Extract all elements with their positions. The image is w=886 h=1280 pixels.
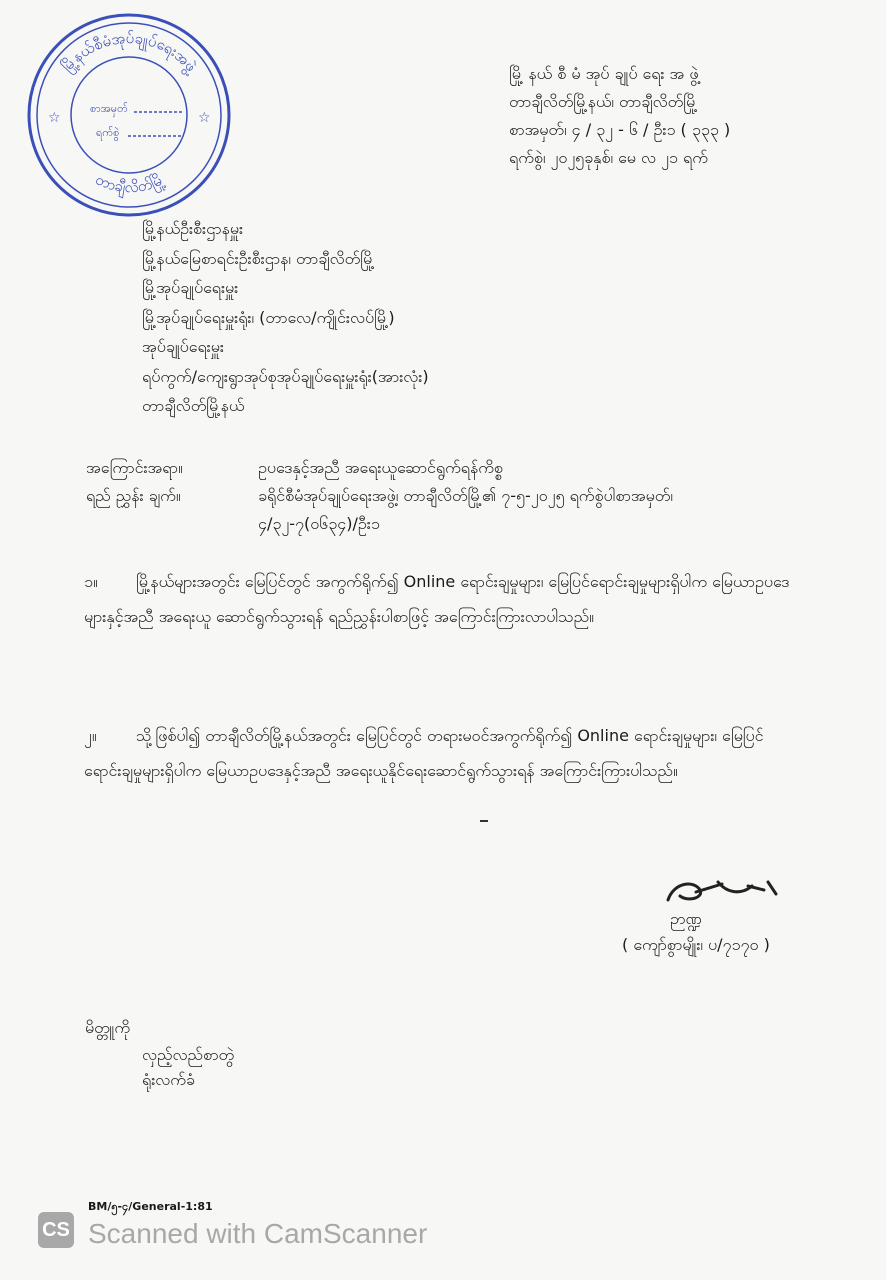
header-org: မြို့ နယ် စီ မံ အုပ် ချုပ် ရေး အ ဖွဲ့ [509, 64, 699, 83]
cc-item: လှည့်လည်စာတွဲ [142, 1045, 235, 1064]
form-code: BM/၅-၄/General-1:81 [88, 1200, 213, 1213]
stray-mark [480, 820, 488, 822]
recipient-line: ရပ်ကွက်/ကျေးရွာအုပ်စုအုပ်ချုပ်ရေးမှူးရုံး(အားလုံး) [142, 366, 429, 386]
letter-header [509, 60, 859, 172]
recipient-line: အုပ်ချုပ်ရေးမှူး [142, 337, 224, 356]
paragraph-number: ၁။ [84, 572, 98, 591]
handwritten-signature [660, 872, 790, 912]
signatory-name: ဉာဏ္ဍ [670, 909, 702, 928]
subject-text: ဥပဒေနှင့်အညီ အရေးယူဆောင်ရွက်ရန်ကိစ္စ [258, 458, 503, 477]
cc-label: မိတ္တူကို [85, 1018, 130, 1037]
cc-item: ရုံးလက်ခံ [142, 1070, 195, 1089]
seal-bottom-text: တာချီလိတ်မြို့ [93, 170, 168, 197]
recipient-line: မြို့အုပ်ချုပ်ရေးမှူး [142, 278, 239, 297]
reference-number: ၄/၃၂-၇(၀၆၃၄)/ဦး၁ [258, 514, 380, 533]
seal-star-left-icon: ☆ [48, 110, 61, 126]
paragraph-1 [84, 564, 808, 634]
seal-star-right-icon: ☆ [198, 110, 211, 126]
signatory-id: ( ကျော်စွာမျိုး၊ ပ/၇၁၇၀ ) [622, 935, 770, 954]
office-seal-stamp [22, 8, 236, 222]
scanner-watermark: Scanned with CamScanner [88, 1218, 428, 1249]
recipient-list [142, 214, 429, 421]
paragraph-number: ၂။ [84, 726, 97, 745]
paragraph-2 [84, 718, 808, 788]
recipient-line: တာချီလိတ်မြို့နယ် [142, 396, 245, 415]
recipient-line: မြို့နယ်ဦးစီးဌာနမှူး [142, 219, 244, 238]
seal-date-label: ရက်စွဲ [96, 126, 120, 139]
paragraph-text: မြို့နယ်များအတွင်း မြေပြင်တွင် အကွက်ရိုက်၍ Online ရောင်းချမှုများ၊ မြေပြင်ရောင်းချမှုများရှိပါက မြေယာဥပဒေများနှင့်အညီ အရေးယူ ဆောင်ရွက်သွားရန် ရည်ညွှန်းပါစာဖြင့် အကြောင်းကြားလာပါသည်။ [84, 572, 790, 626]
reference-text: ခရိုင်စီမံအုပ်ချုပ်ရေးအဖွဲ့၊ တာချီလိတ်မြို့၏ ၇-၅-၂၀၂၅ ရက်စွဲပါစာအမှတ်၊ [258, 486, 673, 505]
recipient-line: မြို့နယ်မြေစာရင်းဦးစီးဌာန၊ တာချီလိတ်မြို့ [142, 248, 375, 268]
seal-ref-label: စာအမှတ် [90, 102, 128, 115]
reference-label: ရည် ညွှန်း ချက်။ [86, 486, 181, 505]
subject-label: အကြောင်းအရာ။ [86, 458, 183, 477]
camscanner-logo-icon: CS [38, 1212, 74, 1248]
recipient-line: မြို့အုပ်ချုပ်ရေးမှူးရုံး၊ (တာလေ/ကျိုင်းလပ်မြို့) [142, 307, 395, 327]
paragraph-text: သို့ဖြစ်ပါ၍ တာချီလိတ်မြို့နယ်အတွင်း မြေပြင်တွင် တရားမဝင်အကွက်ရိုက်၍ Online ရောင်းချမှုများ၊ မြေပြင်ရောင်းချမှုများရှိပါက မြေယာဥပဒေနှင့်အညီ အရေးယူနိုင်ရေးဆောင်ရွက်သွားရန် အကြောင်းကြားပါသည်။ [84, 726, 764, 780]
header-ref-number: စာအမှတ်၊ ၄ / ၃၂ - ၆ / ဦး၁ ( ၃၃၃ ) [509, 120, 731, 139]
seal-ring-text: မြို့နယ်စီမံအုပ်ချုပ်ရေးအဖွဲ့ [57, 28, 201, 76]
header-location: တာချီလိတ်မြို့နယ်၊ တာချီလိတ်မြို့ [509, 92, 698, 111]
header-date: ရက်စွဲ၊ ၂၀၂၅ခုနှစ်၊ မေ လ ၂၁ ရက် [509, 148, 708, 167]
